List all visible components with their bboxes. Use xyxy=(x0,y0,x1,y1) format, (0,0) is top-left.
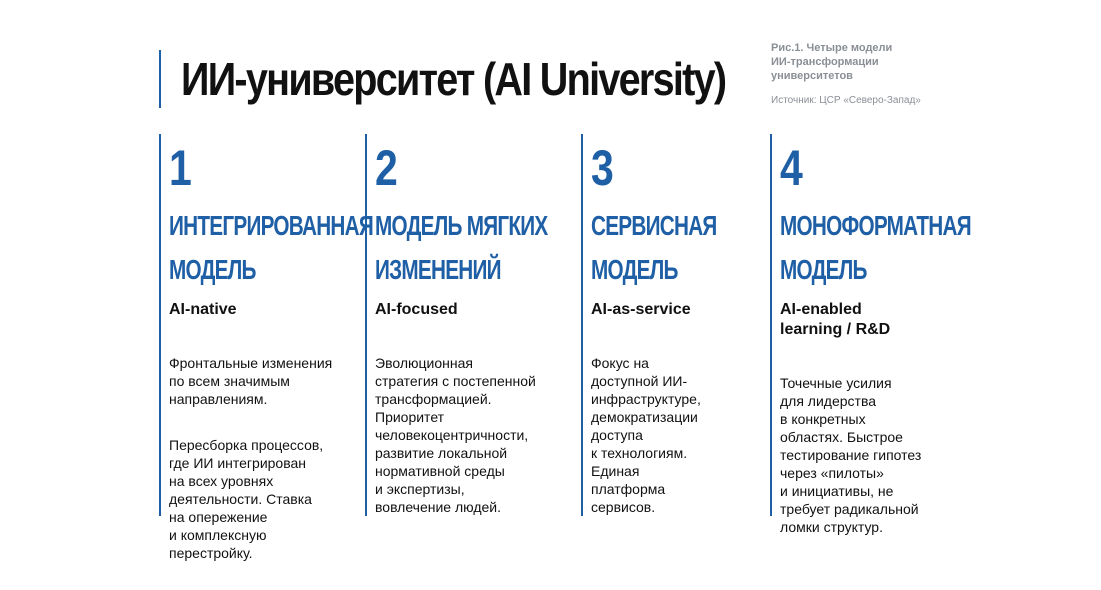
page-title: ИИ-университет (AI University) xyxy=(181,53,726,105)
model-number: 2 xyxy=(375,140,398,196)
model-tag: AI-as-service xyxy=(591,301,691,318)
description-paragraph: Фронтальные изменения по всем значимым направлениям. xyxy=(169,355,333,407)
model-description xyxy=(780,356,1040,564)
model-name: МОНОФОРМАТНАЯ МОДЕЛЬ xyxy=(780,210,971,285)
title-rule xyxy=(159,50,161,108)
model-number: 4 xyxy=(780,140,803,196)
description-paragraph: Пересборка процессов, где ИИ интегрирован на всех уровнях деятельности. Ставка на опережение и комплексную перестройку. xyxy=(169,437,324,561)
figure-caption: Рис.1. Четыре модели ИИ-трансформации университетов xyxy=(771,42,893,82)
model-column-4 xyxy=(770,134,1040,535)
description-paragraph: Фокус на доступной ИИ- инфраструктуре, демократизации доступа к технологиям. Единая платформа сервисов. xyxy=(591,355,701,515)
model-tag: AI-focused xyxy=(375,301,458,318)
model-tag: AI-enabled learning / R&D xyxy=(780,301,891,338)
description-paragraph: Эволюционная стратегия с постепенной трансформацией. Приоритет человекоцентричности, развитие локальной нормативной среды и экспертизы, вовлечение людей. xyxy=(375,355,536,515)
model-tag: AI-native xyxy=(169,301,237,318)
model-name: СЕРВИСНАЯ МОДЕЛЬ xyxy=(591,210,717,285)
model-name: ИНТЕГРИРОВАННАЯ МОДЕЛЬ xyxy=(169,210,374,285)
description-paragraph: Точечные усилия для лидерства в конкретных областях. Быстрое тестирование гипотез через «пилоты» и инициативы, не требует радикальной ломки структур. xyxy=(780,375,922,535)
figure-source: Источник: ЦСР «Северо-Запад» xyxy=(771,95,921,106)
model-number: 1 xyxy=(169,140,192,196)
model-number: 3 xyxy=(591,140,614,196)
model-name: МОДЕЛЬ МЯГКИХ ИЗМЕНЕНИЙ xyxy=(375,210,548,285)
